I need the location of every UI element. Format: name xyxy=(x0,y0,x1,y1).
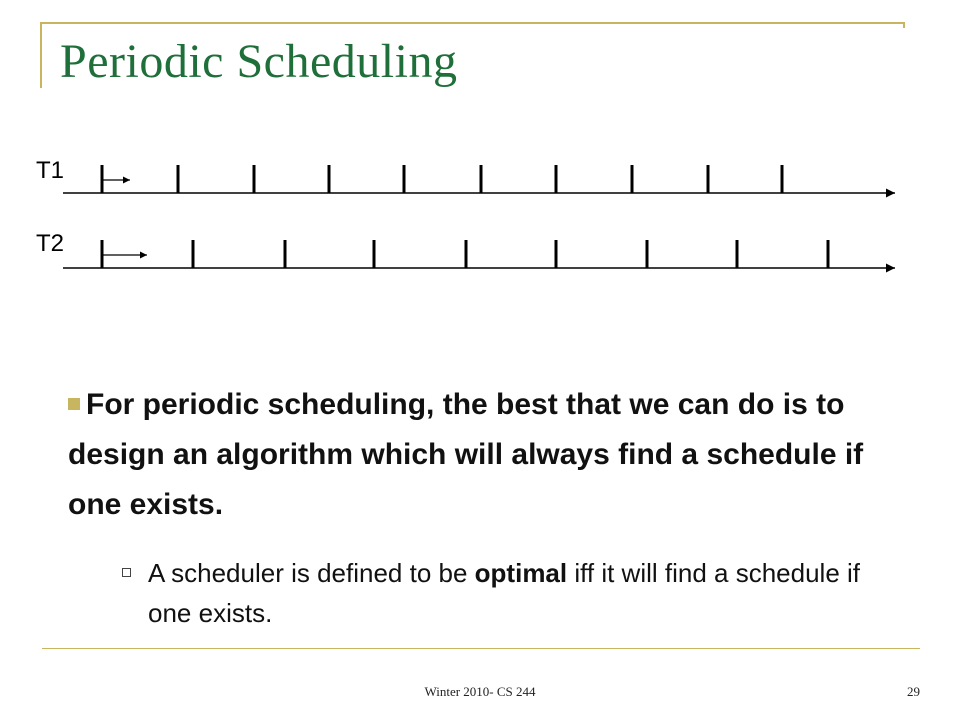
timeline-diagram xyxy=(0,0,960,300)
footer-page-number: 29 xyxy=(907,684,920,699)
hollow-square-bullet-icon xyxy=(122,568,131,577)
footer-course: Winter 2010- CS 244 xyxy=(424,684,536,699)
footer-rule xyxy=(42,648,920,649)
tick-group-t1 xyxy=(178,165,782,193)
sub-bullet-text-after: iff it will find a schedule if one exists. xyxy=(148,558,861,628)
sub-bullet-bold-term: optimal xyxy=(474,558,568,588)
main-bullet-text: For periodic scheduling, the best that we can do is to design an algorithm which will always find a schedule if one exists. xyxy=(68,388,864,521)
slide-title: Periodic Scheduling xyxy=(60,35,458,88)
square-bullet-icon xyxy=(68,398,80,410)
tick-group-t2 xyxy=(193,240,828,268)
sub-bullet xyxy=(148,553,908,633)
main-bullet xyxy=(68,380,898,530)
timeline-label-t1: T1 xyxy=(36,157,65,184)
sub-bullet-text-before: A scheduler is defined to be xyxy=(148,558,475,588)
timeline-label-t2: T2 xyxy=(36,230,65,257)
